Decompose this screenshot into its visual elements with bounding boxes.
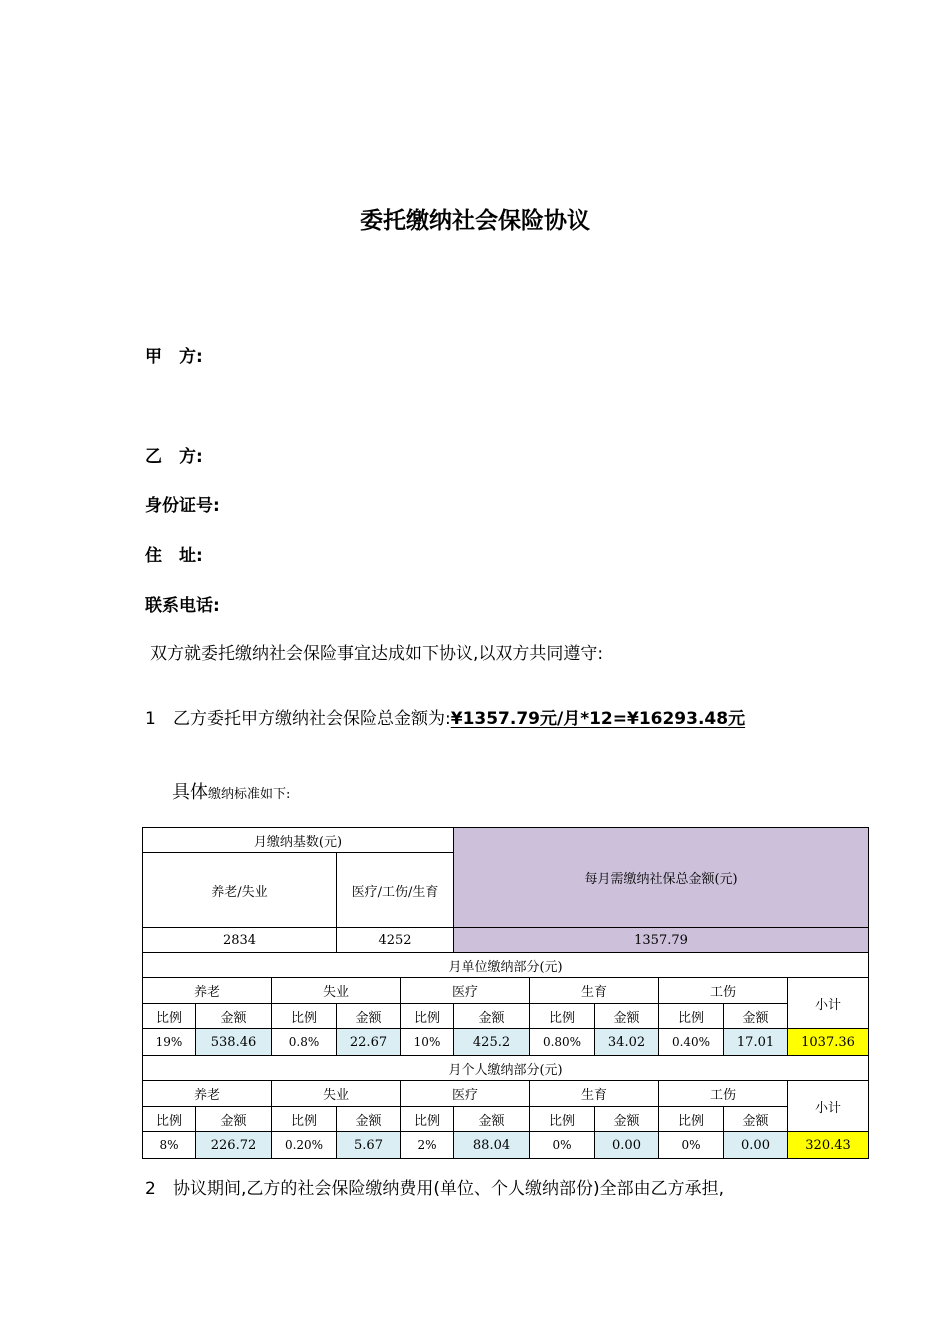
base-col-pension-unemployment: 养老/失业: [143, 853, 337, 928]
phone-label: 联系电话:: [145, 596, 220, 616]
category-cell: 失业: [272, 978, 401, 1004]
personal-section-header: 月个人缴纳部分(元): [143, 1056, 869, 1081]
employer-ratio-maternity: 0.80%: [530, 1029, 595, 1056]
ratio-label: 比例: [143, 1004, 196, 1029]
ratio-label: 比例: [659, 1004, 724, 1029]
personal-amount-pension: 226.72: [196, 1132, 272, 1159]
clause-1-text: 乙方委托甲方缴纳社会保险总金额为:: [173, 709, 451, 729]
party-b-label: 乙 方:: [145, 447, 203, 467]
ratio-label: 比例: [530, 1107, 595, 1132]
ratio-label: 比例: [401, 1107, 454, 1132]
personal-amount-medical: 88.04: [454, 1132, 530, 1159]
ratio-label: 比例: [530, 1004, 595, 1029]
amount-label: 金额: [337, 1107, 401, 1132]
total-header: 每月需缴纳社保总金额(元): [454, 828, 869, 928]
ratio-label: 比例: [272, 1107, 337, 1132]
personal-amount-maternity: 0.00: [595, 1132, 659, 1159]
employer-amount-injury: 17.01: [724, 1029, 788, 1056]
employer-ratio-unemployment: 0.8%: [272, 1029, 337, 1056]
category-cell: 失业: [272, 1081, 401, 1107]
employer-ratio-medical: 10%: [401, 1029, 454, 1056]
personal-ratio-pension: 8%: [143, 1132, 196, 1159]
employer-subtotal: 1037.36: [788, 1029, 869, 1056]
party-a-label: 甲 方:: [145, 347, 203, 367]
address-label: 住 址:: [145, 546, 203, 566]
clause-2-text: 协议期间,乙方的社会保险缴纳费用(单位、个人缴纳部份)全部由乙方承担,: [173, 1179, 725, 1199]
employer-amount-medical: 425.2: [454, 1029, 530, 1056]
personal-subtotal: 320.43: [788, 1132, 869, 1159]
amount-label: 金额: [724, 1107, 788, 1132]
category-cell: 生育: [530, 978, 659, 1004]
amount-label: 金额: [454, 1004, 530, 1029]
clause-2: [145, 1174, 724, 1199]
base-value-1: 2834: [143, 928, 337, 953]
clause-2-number: 2: [145, 1179, 156, 1199]
amount-label: 金额: [454, 1107, 530, 1132]
total-value: 1357.79: [454, 928, 869, 953]
employer-section-header: 月单位缴纳部分(元): [143, 953, 869, 978]
amount-label: 金额: [595, 1004, 659, 1029]
detail-heading: [172, 778, 290, 804]
subtotal-label: 小计: [788, 1081, 869, 1132]
category-cell: 医疗: [401, 978, 530, 1004]
ratio-label: 比例: [659, 1107, 724, 1132]
amount-label: 金额: [595, 1107, 659, 1132]
category-cell: 生育: [530, 1081, 659, 1107]
personal-ratio-unemployment: 0.20%: [272, 1132, 337, 1159]
personal-amount-unemployment: 5.67: [337, 1132, 401, 1159]
intro-text: 双方就委托缴纳社会保险事宜达成如下协议,以双方共同遵守:: [150, 644, 604, 664]
category-cell: 工伤: [659, 978, 788, 1004]
employer-ratio-pension: 19%: [143, 1029, 196, 1056]
employer-ratio-injury: 0.40%: [659, 1029, 724, 1056]
category-cell: 养老: [143, 1081, 272, 1107]
personal-ratio-medical: 2%: [401, 1132, 454, 1159]
detail-heading-big: 具体: [172, 782, 208, 803]
personal-amount-injury: 0.00: [724, 1132, 788, 1159]
category-cell: 养老: [143, 978, 272, 1004]
base-header: 月缴纳基数(元): [143, 828, 454, 853]
ratio-label: 比例: [272, 1004, 337, 1029]
clause-1-amount: ¥1357.79元/月*12=¥16293.48元: [450, 709, 746, 729]
amount-label: 金额: [337, 1004, 401, 1029]
amount-label: 金额: [196, 1004, 272, 1029]
employer-amount-unemployment: 22.67: [337, 1029, 401, 1056]
ratio-label: 比例: [143, 1107, 196, 1132]
employer-amount-pension: 538.46: [196, 1029, 272, 1056]
base-col-medical-injury-maternity: 医疗/工伤/生育: [337, 853, 454, 928]
clause-1: [145, 704, 745, 729]
base-value-2: 4252: [337, 928, 454, 953]
insurance-table: [142, 827, 869, 1159]
detail-heading-small: 缴纳标准如下:: [208, 787, 291, 802]
personal-ratio-injury: 0%: [659, 1132, 724, 1159]
category-cell: 医疗: [401, 1081, 530, 1107]
category-cell: 工伤: [659, 1081, 788, 1107]
employer-amount-maternity: 34.02: [595, 1029, 659, 1056]
document-title: 委托缴纳社会保险协议: [360, 208, 590, 234]
id-number-label: 身份证号:: [145, 496, 220, 516]
ratio-label: 比例: [401, 1004, 454, 1029]
clause-1-number: 1: [145, 709, 156, 729]
subtotal-label: 小计: [788, 978, 869, 1029]
amount-label: 金额: [196, 1107, 272, 1132]
personal-ratio-maternity: 0%: [530, 1132, 595, 1159]
amount-label: 金额: [724, 1004, 788, 1029]
